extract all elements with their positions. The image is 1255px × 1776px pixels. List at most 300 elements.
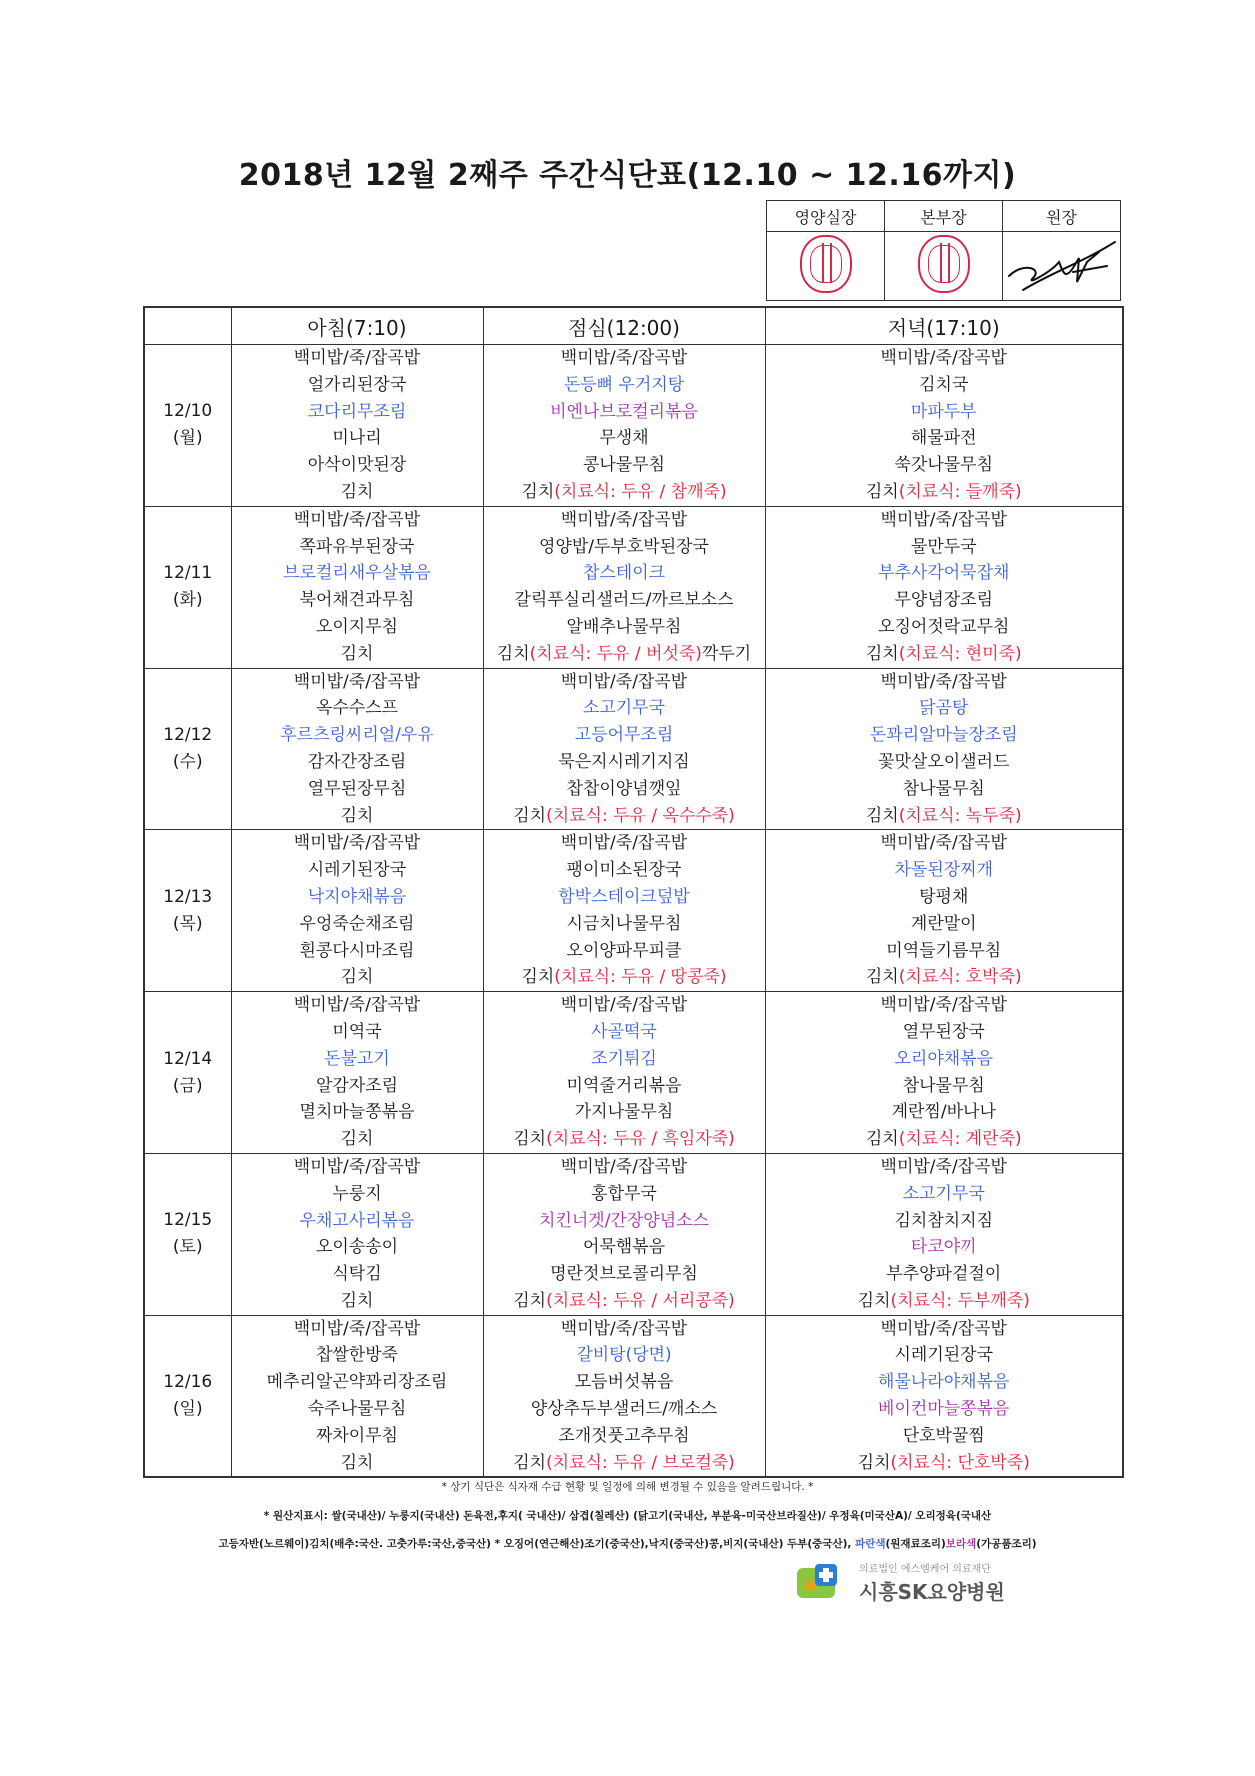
menu-item [766,669,1123,696]
menu-item [766,1073,1123,1100]
menu-item-name: 쪽파유부된장국 [299,536,415,557]
menu-item [484,1369,765,1396]
menu-item-name: 백미밥/죽/잡곡밥 [560,348,688,368]
menu-item [484,560,765,587]
menu-item [484,641,765,668]
menu-item-name: 김치참치지짐 [894,1210,994,1231]
menu-item [766,1288,1123,1315]
menu-item [484,1316,765,1343]
day-row [144,345,1123,507]
menu-item [484,911,765,938]
dinner-cell [765,1153,1123,1315]
menu-item [232,776,483,803]
menu-item-name: 감자간장조림 [307,751,407,772]
menu-item-name: 우채고사리볶음 [299,1210,415,1231]
menu-item-name: 김치 [513,1129,547,1150]
menu-item-name: 김치 [865,805,899,826]
menu-item-name: 백미밥/죽/잡곡밥 [560,1156,688,1177]
menu-item-name: 모듬버섯볶음 [574,1372,674,1393]
menu-item-name: 묵은지시레기지짐 [558,751,690,772]
menu-item-name: 갈릭푸실리샐러드/까르보소스 [514,590,734,611]
menu-item [484,722,765,749]
menu-item-name: 치킨너겟/간장양념소스 [539,1210,709,1231]
menu-item-name: 백미밥/죽/잡곡밥 [293,671,421,692]
menu-item [232,938,483,965]
menu-item-name: 미역줄거리볶음 [566,1075,682,1096]
menu-item-name: 흰콩다시마조림 [299,940,415,961]
menu-item-name: 북어채견과무침 [299,590,415,611]
menu-item [766,1046,1123,1073]
menu-item-name: 가지나물무침 [574,1102,674,1123]
menu-item [232,1181,483,1208]
menu-item-name: 누룽지 [332,1183,382,1204]
menu-item-name: 김치 [340,1452,374,1473]
menu-item [484,1288,765,1315]
therapeutic-diet-note: (치료식: 두부깨죽) [890,1290,1030,1311]
lunch-cell [483,1153,765,1315]
menu-item-name: 김치 [865,967,899,988]
menu-item [484,507,765,534]
menu-item-name: 백미밥/죽/잡곡밥 [293,995,421,1016]
menu-item [766,1423,1123,1450]
menu-item-name: 열무된장국 [902,1021,985,1042]
therapeutic-diet-note: (치료식: 녹두죽) [898,805,1022,826]
menu-item [232,1208,483,1235]
menu-item-name: 옥수수스프 [315,698,399,719]
lunch-cell [483,345,765,507]
menu-item [484,1423,765,1450]
menu-item [766,749,1123,776]
menu-item-name: 부추양파겉절이 [886,1264,1002,1285]
menu-item-name: 김치 [865,481,899,502]
day-row [144,992,1123,1154]
logo-subtitle: 의료법인 에스엠케어 의료재단 [859,1564,991,1575]
menu-item [766,884,1123,911]
therapeutic-diet-note: (치료식: 현미죽) [898,643,1022,664]
menu-item-name: 계란찜/바나나 [891,1102,996,1123]
menu-item-name: 단호박꿀찜 [902,1425,985,1446]
lunch-cell [483,992,765,1154]
menu-item-name: 시금치나물무침 [566,913,682,934]
breakfast-cell [231,1315,483,1477]
menu-item [484,1261,765,1288]
menu-item [766,1181,1123,1208]
menu-item [766,1234,1123,1261]
menu-item-name: 김치 [340,1129,374,1150]
menu-item-name: 차돌된장찌개 [894,860,994,881]
menu-item-name: 백미밥/죽/잡곡밥 [880,671,1007,692]
dinner-cell [765,992,1123,1154]
menu-item-name: 찹스테이크 [582,563,666,584]
day-weekday: (화) [172,590,203,611]
menu-item-name: 숙주나물무침 [307,1399,407,1420]
menu-item-name: 조개젓풋고추무침 [558,1425,690,1446]
menu-item [766,1099,1123,1126]
therapeutic-diet-note: (치료식: 단호박죽) [890,1452,1030,1473]
menu-item-name: 백미밥/죽/잡곡밥 [880,1156,1007,1177]
day-date: 12/16 [163,1372,213,1393]
header-dinner: 저녁(17:10) [765,307,1123,345]
approval-header-chief: 원장 [1003,201,1121,232]
menu-item-name: 오이송송이 [315,1237,399,1258]
dinner-cell [765,506,1123,668]
menu-item [766,1396,1123,1423]
menu-item [484,372,765,399]
menu-item-name: 돈불고기 [324,1048,390,1069]
legend-purple-label: 보라색 [945,1538,977,1550]
menu-item-name: 알배추나물무침 [566,616,682,637]
approval-seal-director [885,232,1003,301]
menu-item-name: 돈등뼈 우거지탕 [563,374,685,395]
therapeutic-diet-note: (치료식: 두유 / 흑임자죽) [546,1129,735,1150]
menu-item-name: 아삭이맛된장 [307,455,407,476]
day-cell [144,1315,231,1477]
menu-item [232,884,483,911]
menu-item [232,1099,483,1126]
approval-signature-chief [1003,232,1121,301]
menu-item-name: 콩나물무침 [582,455,666,476]
menu-item [484,1208,765,1235]
menu-item-name: 짜차이무침 [315,1425,399,1446]
lunch-cell [483,1315,765,1477]
menu-item-name: 우엉죽순채조림 [299,913,415,934]
menu-item [484,587,765,614]
menu-item [766,857,1123,884]
menu-item [766,614,1123,641]
day-row [144,1315,1123,1477]
menu-item-name: 팽이미소된장국 [566,860,682,881]
breakfast-cell [231,668,483,830]
menu-item [232,830,483,857]
menu-item-name: 오리야채볶음 [894,1048,994,1069]
menu-item [484,1019,765,1046]
menu-item [766,803,1123,830]
menu-item [766,479,1123,506]
menu-header-row [144,307,1123,345]
menu-item-name: 소고기무국 [582,698,666,719]
menu-item [766,372,1123,399]
menu-item [484,1154,765,1181]
menu-item-name: 오이지무침 [315,616,399,637]
menu-item-name: 쑥갓나물무침 [894,455,994,476]
menu-item-name: 김치 [340,643,374,664]
therapeutic-diet-note: (치료식: 두유 / 땅콩죽) [554,967,727,988]
menu-item [766,938,1123,965]
menu-item [232,1234,483,1261]
menu-item [766,1369,1123,1396]
menu-item [232,911,483,938]
menu-item-name: 부추사각어묵잡채 [878,563,1010,584]
menu-item [484,1073,765,1100]
menu-item-name: 마파두부 [910,401,977,422]
menu-item-name: 백미밥/죽/잡곡밥 [880,833,1007,854]
day-row [144,830,1123,992]
menu-item-name: 백미밥/죽/잡곡밥 [293,509,421,530]
notice-origin-continued [0,1536,1255,1551]
menu-item [766,560,1123,587]
day-date: 12/11 [163,563,213,584]
day-weekday: (일) [172,1399,203,1420]
menu-item [766,1208,1123,1235]
menu-item [232,857,483,884]
menu-item [232,641,483,668]
menu-item-name: 백미밥/죽/잡곡밥 [560,509,688,530]
menu-item [484,614,765,641]
menu-item-name: 해물나라야채볶음 [878,1372,1010,1393]
menu-item-name: 해물파전 [910,428,977,449]
breakfast-cell [231,992,483,1154]
menu-item [232,1073,483,1100]
menu-item-name: 김치 [865,643,899,664]
day-weekday: (수) [172,751,203,772]
menu-item [232,1396,483,1423]
menu-item [232,722,483,749]
header-corner [144,307,231,345]
menu-item [484,1126,765,1153]
menu-item [766,534,1123,561]
dinner-cell [765,1315,1123,1477]
menu-item [484,1099,765,1126]
seal-stamp-icon [800,235,852,293]
menu-item-name: 후르츠링씨리얼/우유 [280,725,434,746]
menu-item-name: 함박스테이크덮밥 [558,886,690,907]
menu-item [766,587,1123,614]
menu-item [232,587,483,614]
menu-item-name: 김치 [496,643,530,664]
menu-item-name: 계란말이 [910,913,977,934]
day-row [144,506,1123,668]
approval-seal-nutrition [767,232,885,301]
menu-item [232,749,483,776]
menu-item [232,534,483,561]
menu-item [484,669,765,696]
menu-item-name: 홍합무국 [591,1183,657,1204]
notice-origin: * 원산지표시: 쌀(국내산)/ 누룽지(국내산) 돈육전,후지( 국내산)/ 삼겹(칠레산) (닭고기(국내산, 부분육-미국산브라질산)/ 우정육(미국산A)/ 오리정육(국내산 [263,1510,992,1522]
menu-item-name: 백미밥/죽/잡곡밥 [880,348,1007,368]
menu-item [232,1288,483,1315]
lunch-cell [483,668,765,830]
menu-item-name: 갈비탕(당면) [576,1345,672,1366]
menu-item-name: 무생채 [599,428,649,449]
menu-item-name: 명란젓브로콜리무침 [550,1264,698,1285]
menu-item-name: 양상추두부샐러드/깨소스 [530,1399,718,1420]
menu-item-name: 브로컬리새우살볶음 [283,563,431,584]
menu-item [484,534,765,561]
menu-item [766,345,1123,372]
menu-item [766,641,1123,668]
therapeutic-diet-note: (치료식: 두유 / 서리콩죽) [546,1290,735,1311]
menu-item-name: 식탁김 [332,1264,382,1285]
menu-item-name: 김치 [521,481,555,502]
day-weekday: (금) [172,1075,203,1096]
day-date: 12/10 [163,401,213,422]
menu-item [766,722,1123,749]
menu-item-name: 백미밥/죽/잡곡밥 [880,995,1007,1016]
menu-item [232,992,483,1019]
menu-item [766,1342,1123,1369]
menu-item [232,560,483,587]
approval-header-director: 본부장 [885,201,1003,232]
menu-item [766,830,1123,857]
menu-item [232,964,483,991]
menu-item [232,372,483,399]
signature-icon [1003,232,1121,298]
day-cell [144,830,231,992]
menu-item-name: 김치 [340,967,374,988]
lunch-cell [483,506,765,668]
menu-item [484,1396,765,1423]
day-cell [144,1153,231,1315]
menu-item [766,1126,1123,1153]
menu-item-name: 찹쌀한방죽 [315,1345,399,1366]
legend-blue-desc: (원재료조리) [885,1538,946,1550]
day-date: 12/12 [163,724,213,745]
menu-item [766,399,1123,426]
menu-item [484,803,765,830]
menu-item-name: 백미밥/죽/잡곡밥 [560,671,688,692]
day-row [144,668,1123,830]
breakfast-cell [231,830,483,992]
menu-item [232,669,483,696]
menu-item-name: 소고기무국 [902,1183,985,1204]
day-row [144,1153,1123,1315]
menu-item-name: 오징어젓락교무침 [878,616,1010,637]
menu-item [232,507,483,534]
menu-item-name: 조기튀김 [591,1048,657,1069]
menu-item-name: 참나물무침 [902,778,985,799]
day-weekday: (월) [172,428,203,449]
menu-item-name: 김치 [340,805,374,826]
day-date: 12/15 [163,1210,213,1231]
menu-item-name: 백미밥/죽/잡곡밥 [293,1318,421,1339]
menu-item [232,1154,483,1181]
breakfast-cell [231,345,483,507]
therapeutic-diet-note: (치료식: 두유 / 브로컬죽) [546,1452,735,1473]
menu-item-name: 미역들기름무침 [886,940,1002,961]
approval-header-nutrition: 영양실장 [767,201,885,232]
menu-item [484,345,765,372]
menu-item-extra: 깍두기 [701,643,752,664]
dinner-cell [765,668,1123,830]
legend-blue-label: 파란색 [855,1538,886,1550]
menu-item [484,857,765,884]
menu-item [232,1369,483,1396]
menu-item [766,1154,1123,1181]
menu-item-name: 닭곰탕 [919,698,969,719]
menu-item-name: 김치국 [919,374,969,395]
therapeutic-diet-note: (치료식: 두유 / 옥수수죽) [546,805,735,826]
menu-item [232,1046,483,1073]
menu-item-name: 김치 [521,967,555,988]
menu-item [766,425,1123,452]
menu-item-name: 어묵햄볶음 [582,1237,666,1258]
menu-item-name: 김치 [857,1290,891,1311]
menu-item-name: 백미밥/죽/잡곡밥 [560,833,688,854]
menu-item-name: 꽃맛살오이샐러드 [878,751,1010,772]
dinner-cell [765,830,1123,992]
menu-item [232,614,483,641]
day-cell [144,506,231,668]
menu-item [484,1342,765,1369]
menu-item [232,345,483,372]
hospital-logo-icon [795,1562,839,1602]
menu-item [766,911,1123,938]
menu-item-name: 김치 [857,1452,891,1473]
menu-item [484,992,765,1019]
menu-item-name: 참나물무침 [902,1075,985,1096]
header-breakfast: 아침(7:10) [231,307,483,345]
menu-item [484,695,765,722]
therapeutic-diet-note: (치료식: 두유 / 참깨죽) [554,481,727,502]
menu-item-name: 백미밥/죽/잡곡밥 [880,1318,1007,1339]
menu-item-name: 낙지야채볶음 [307,886,407,907]
menu-item-name: 미역국 [332,1021,382,1042]
menu-item-name: 열무된장무침 [307,778,407,799]
legend-purple-desc: (가공품조리) [976,1538,1037,1550]
menu-item [766,1450,1123,1477]
menu-item-name: 찹찹이양념깻잎 [566,778,682,799]
menu-item [232,425,483,452]
menu-item-name: 시레기된장국 [307,860,407,881]
day-weekday: (토) [172,1237,203,1258]
menu-item-name: 시레기된장국 [894,1345,994,1366]
menu-item [232,1450,483,1477]
menu-item-name: 탕평채 [919,886,969,907]
menu-item [766,964,1123,991]
menu-item [232,1019,483,1046]
breakfast-cell [231,506,483,668]
menu-item [766,452,1123,479]
lunch-cell [483,830,765,992]
menu-item [484,1181,765,1208]
menu-item-name: 비엔나브로컬리볶음 [550,401,698,422]
menu-item-name: 타코야끼 [910,1237,977,1258]
menu-item [484,749,765,776]
menu-table [143,306,1124,1478]
menu-item-name: 메추리알곤약꽈리장조림 [266,1372,448,1393]
menu-item-name: 무양념장조림 [894,590,994,611]
breakfast-cell [231,1153,483,1315]
menu-item [766,776,1123,803]
menu-item [232,399,483,426]
menu-item [484,1450,765,1477]
menu-item-name: 김치 [513,805,547,826]
menu-item-name: 코다리무조림 [307,401,407,422]
menu-item [232,803,483,830]
therapeutic-diet-note: (치료식: 호박죽) [898,967,1022,988]
menu-item-name: 멸치마늘쫑볶음 [299,1102,415,1123]
menu-item-name: 고등어무조림 [574,725,674,746]
menu-item [766,1261,1123,1288]
menu-item [232,1423,483,1450]
dinner-cell [765,345,1123,507]
approval-box [766,200,1121,301]
menu-item-name: 백미밥/죽/잡곡밥 [293,833,421,854]
menu-item-name: 김치 [513,1290,547,1311]
menu-item [484,830,765,857]
page-title: 2018년 12월 2째주 주간식단표(12.10 ~ 12.16까지) [238,158,1017,193]
menu-item [484,938,765,965]
menu-item-name: 김치 [865,1129,899,1150]
menu-item [484,884,765,911]
menu-item [484,399,765,426]
menu-item-name: 김치 [513,1452,547,1473]
menu-item [484,1234,765,1261]
logo-name: 시흥SK요양병원 [859,1580,1005,1604]
menu-item [766,1316,1123,1343]
menu-item [766,992,1123,1019]
menu-item [232,1126,483,1153]
